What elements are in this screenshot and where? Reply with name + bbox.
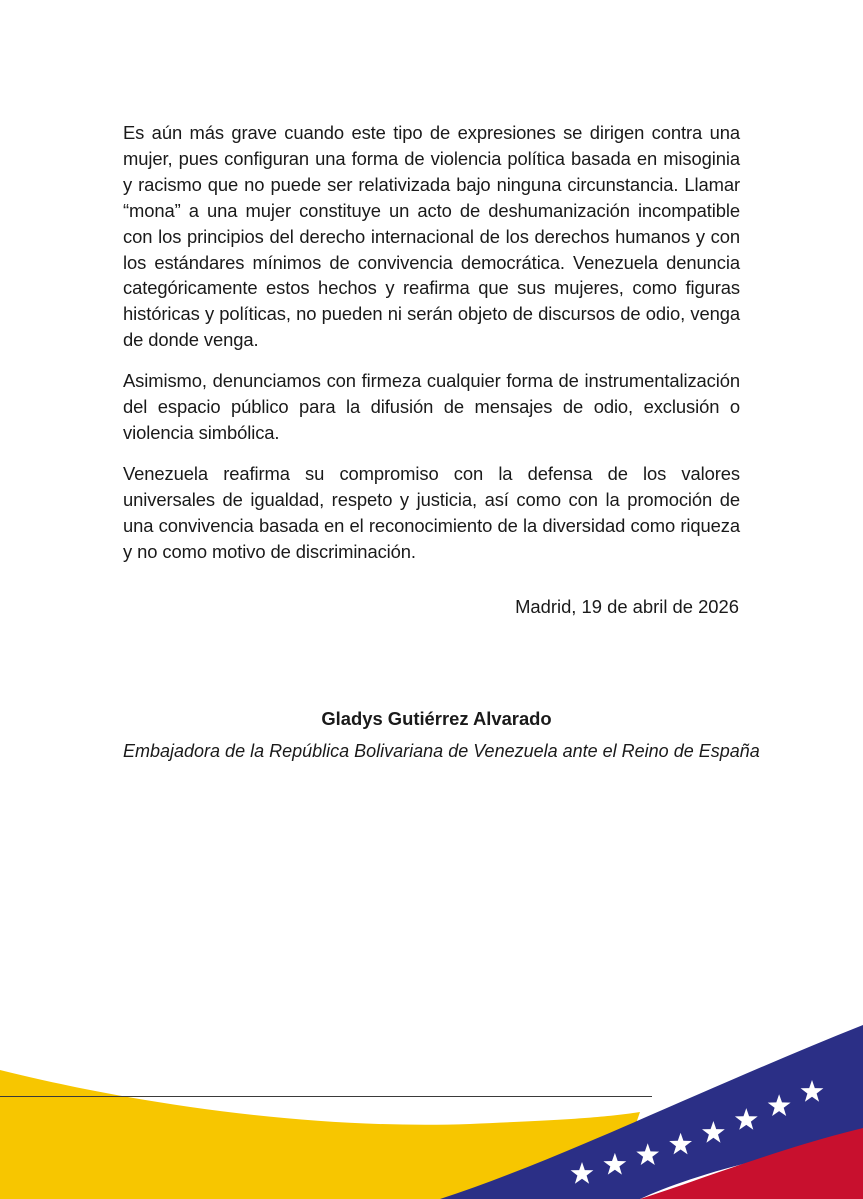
signer-title: Embajadora de la República Bolivariana de Venezuela ante el Reino de España [123,741,760,761]
flag-ribbon-footer [0,1020,863,1199]
body-paragraph-3: Venezuela reafirma su compromiso con la defensa de los valores universales de igualdad, respeto y justicia, así como con la promoción de una convivencia basada en el reconocimiento de la diversidad como riqueza y no como motivo de discriminación. [123,462,740,562]
document-body [123,120,740,580]
signer-name: Gladys Gutiérrez Alvarado [321,708,552,729]
date-line: Madrid, 19 de abril de 2026 [515,596,739,617]
body-paragraph-2: Asimismo, denunciamos con firmeza cualquier forma de instrumentalización del espacio público para la difusión de mensajes de odio, exclusión o violencia simbólica. [123,370,740,443]
body-paragraph-1: Es aún más grave cuando este tipo de expresiones se dirigen contra una mujer, pues configuran una forma de violencia política basada en misoginia y racismo que no puede ser relativizada bajo ninguna circunstancia. Llamar “mona” a una mujer constituye un acto de deshumanización incompatible con los principios del derecho internacional de los derechos humanos y con los estándares mínimos de convivencia democrática. Venezuela denuncia categóricamente estos hechos y reafirma que sus mujeres, como figuras históricas y políticas, no pueden ni serán objeto de discursos de odio, venga de donde venga. [123,122,740,351]
footer-rule [0,1096,652,1097]
